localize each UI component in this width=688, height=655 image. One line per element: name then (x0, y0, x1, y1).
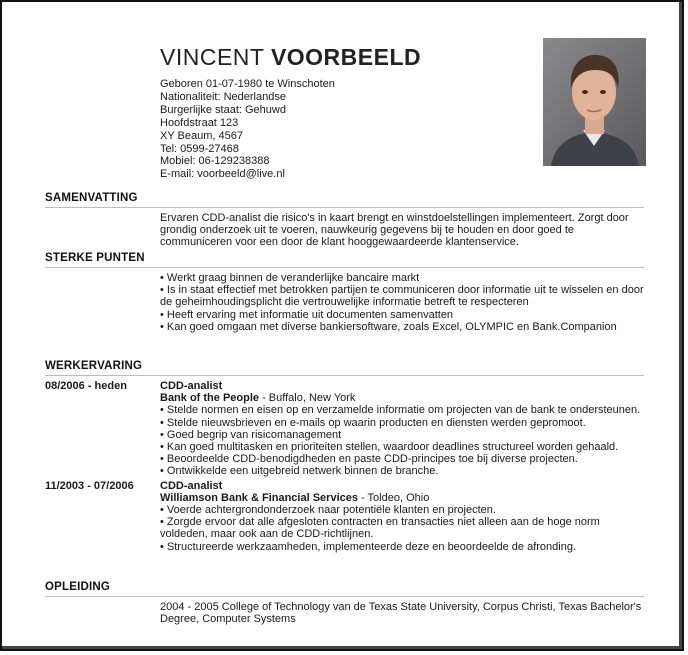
contact-email: E-mail: voorbeeld@live.nl (160, 168, 285, 181)
job-location: - Toldeo, Ohio (357, 491, 430, 504)
strength-item: • Is in staat effectief met betrokken partijen te communiceren door informatie uit te wisselen en door de geheimhoudingsplicht die vertrouwelijke informatie betreft te respecteren (160, 284, 644, 309)
job-bullet: • Stelde nieuwsbrieven en e-mails op waarin producten en diensten werden gepromoot. (160, 416, 586, 429)
job-company-line (160, 392, 644, 404)
contact-street: Hoofdstraat 123 (160, 116, 239, 129)
experience-list (45, 380, 644, 553)
strengths-list (160, 272, 644, 333)
last-name: VOORBEELD (270, 44, 422, 70)
education-heading: OPLEIDING (45, 581, 644, 597)
strength-item: • Kan goed omgaan met diverse bankiersoftware, zoals Excel, OLYMPIC en Bank.Companion (160, 320, 617, 333)
job-bullet: • Kan goed multitasken en prioriteiten stellen, waardoor deadlines structureel worden gehaald. (160, 441, 619, 454)
job-dates: 11/2003 - 07/2006 (45, 479, 134, 492)
job-entry (45, 479, 644, 553)
contact-phone: Tel: 0599-27468 (160, 142, 239, 155)
contact-details (160, 78, 335, 181)
contact-birth: Geboren 01-07-1980 te Winschoten (160, 78, 335, 90)
experience-section (45, 360, 644, 553)
job-dates: 08/2006 - heden (45, 380, 127, 392)
job-role: CDD-analist (160, 479, 223, 492)
job-role: CDD-analist (160, 380, 223, 392)
candidate-name (160, 44, 421, 71)
job-bullet: • Goed begrip van risicomanagement (160, 428, 342, 441)
job-bullet: • Beoordeelde CDD-benodigdheden en paste CDD-principes toe bij diverse projecten. (160, 453, 578, 466)
first-name: VINCENT (160, 44, 265, 70)
experience-heading: WERKERVARING (45, 360, 644, 376)
education-text: 2004 - 2005 College of Technology van de Texas State University, Corpus Christi, Texas Bachelor's Degree, Computer Systems (160, 601, 642, 626)
strength-item: • Heeft ervaring met informatie uit documenten samenvatten (160, 308, 454, 321)
contact-nationality: Nationaliteit: Nederlandse (160, 90, 286, 103)
job-company-line (160, 492, 644, 504)
contact-city: XY Beaum, 4567 (160, 129, 243, 142)
profile-photo (543, 38, 646, 166)
job-bullet: • Stelde normen en eisen op en verzamelde informatie om projecten van de bank te ondersteunen. (160, 404, 641, 417)
strengths-heading: STERKE PUNTEN (45, 252, 644, 268)
strengths-section (45, 252, 644, 333)
job-bullet: • Zorgde ervoor dat alle afgesloten contracten en transacties niet alleen aan de hoge norm voldeden, maar ook aan de CDD-richtlijnen. (160, 516, 600, 541)
summary-heading: SAMENVATTING (45, 192, 644, 208)
strength-item: • Werkt graag binnen de veranderlijke bancaire markt (160, 272, 420, 284)
education-section (45, 581, 644, 625)
summary-text: Ervaren CDD-analist die risico's in kaart brengt en winstdoelstellingen implementeert. Zorgt door grondig onderzoek uit te voeren, nauwkeurig gegevens bij te houden en door goed te communiceren voor een door de klant hooggewaardeerde klantenservice. (160, 212, 629, 249)
job-bullet: • Voerde achtergrondonderzoek naar potentiële klanten en projecten. (160, 504, 496, 517)
contact-mobile: Mobiel: 06-129238388 (160, 155, 270, 168)
contact-marital-status: Burgerlijke staat: Gehuwd (160, 103, 286, 116)
job-company: Bank of the People (160, 392, 260, 405)
job-bullet: • Structureerde werkzaamheden, implementeerde deze en beoordeelde de afronding. (160, 540, 577, 553)
job-company: Williamson Bank & Financial Services (160, 491, 358, 504)
job-entry (45, 380, 644, 478)
job-bullet: • Ontwikkelde een uitgebreid netwerk binnen de branche. (160, 465, 439, 478)
summary-section (45, 192, 644, 249)
job-location: - Buffalo, New York (259, 392, 356, 405)
